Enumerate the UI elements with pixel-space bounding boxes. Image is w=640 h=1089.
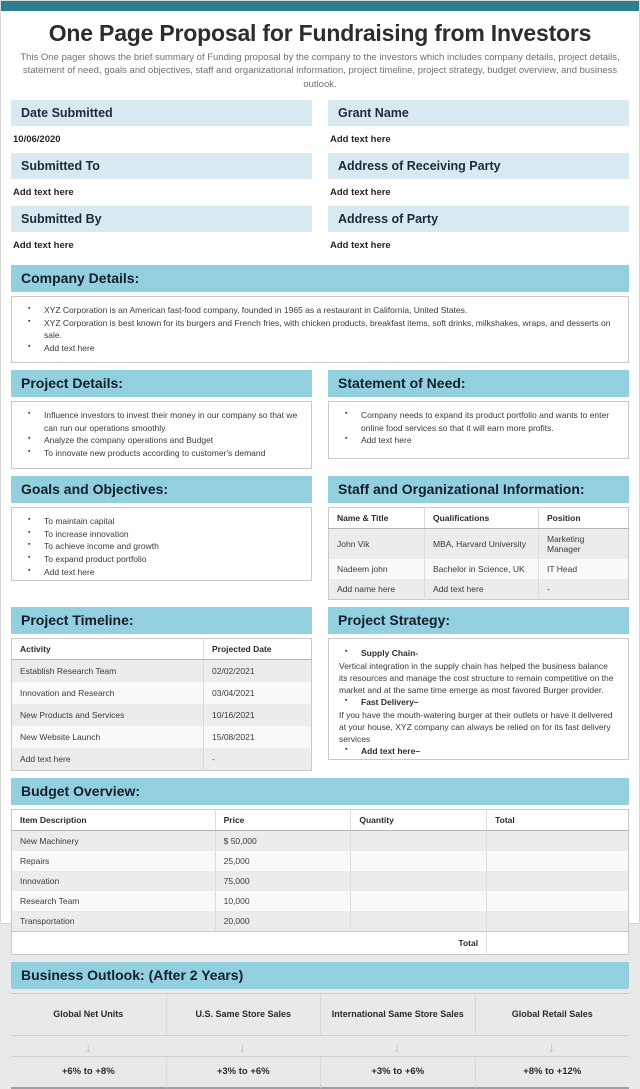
outlook-metric-value: +3% to +6%: [320, 1056, 475, 1089]
table-row: [12, 871, 629, 891]
bullet-item: ▪ Influence investors to invest their money in our company so that we can run our operations smoothly.: [22, 409, 301, 435]
bullet-item: ▪ To innovate new products according to customer's demand: [22, 447, 301, 460]
bullet-item: ▪ To expand product portfolio: [22, 553, 301, 566]
section-statement-of-need: [328, 370, 629, 469]
section-project-timeline: [11, 607, 312, 771]
field-address-receiving-party: [328, 153, 629, 206]
outlook-metric-label: U.S. Same Store Sales: [166, 994, 321, 1036]
section-heading: Budget Overview:: [11, 778, 629, 805]
table-cell: -: [204, 748, 312, 771]
outlook-metric-label: Global Net Units: [11, 994, 166, 1036]
section-heading: Staff and Organizational Information:: [328, 476, 629, 503]
table-cell: [351, 891, 487, 911]
bullet-item: ▪ To increase innovation: [22, 528, 301, 541]
table-cell: Nadeem john: [337, 563, 388, 574]
section-staff-info: [328, 476, 629, 600]
section-heading: Goals and Objectives:: [11, 476, 312, 503]
table-row: [329, 528, 629, 559]
table-cell: Innovation: [20, 875, 60, 886]
table-row: [12, 911, 629, 932]
table-cell: New Machinery: [20, 835, 79, 846]
down-arrow-icon: ↓: [548, 1038, 556, 1055]
table-cell: Transportation: [20, 915, 75, 926]
bullet-item: ▪ Add text here: [339, 434, 618, 447]
table-cell: Research Team: [20, 895, 80, 906]
column-header: Name & Title: [329, 507, 425, 528]
column-header: Projected Date: [204, 638, 312, 659]
table-header-row: [12, 638, 312, 659]
total-label: Total: [12, 931, 487, 954]
field-value: Add text here: [13, 186, 74, 198]
strategy-item-title: ▪ Supply Chain-: [339, 647, 618, 660]
field-label: Submitted To: [11, 153, 312, 179]
table-cell: [487, 851, 629, 871]
staff-table: [328, 507, 629, 600]
section-heading: Project Strategy:: [328, 607, 629, 634]
outlook-metric-label: Global Retail Sales: [475, 994, 630, 1036]
table-cell: John Vik: [337, 538, 370, 549]
table-row: [12, 659, 312, 682]
section-company-details: [11, 265, 629, 363]
table-cell: Repairs: [20, 855, 50, 866]
top-accent-bar: [1, 1, 639, 11]
table-cell: [487, 830, 629, 851]
field-value: Add text here: [13, 239, 74, 251]
table-row: [12, 682, 312, 704]
field-submitted-to: [11, 153, 312, 206]
table-cell: -: [539, 579, 629, 600]
bullet-item: ▪ Analyze the company operations and Budget: [22, 434, 301, 447]
timeline-table: [11, 638, 312, 771]
column-header: Position: [539, 507, 629, 528]
strategy-item-title: ▪ Fast Delivery–: [339, 696, 618, 709]
section-heading: Project Timeline:: [11, 607, 312, 634]
row-timeline-strategy: [11, 607, 629, 771]
column-header: Item Description: [12, 809, 216, 830]
table-header-row: [329, 507, 629, 528]
section-project-details: [11, 370, 312, 469]
field-value: Add text here: [330, 133, 391, 145]
bullet-item: ▪ To achieve income and growth: [22, 540, 301, 553]
section-budget-overview: [11, 778, 629, 955]
table-cell: 03/04/2021: [204, 682, 312, 704]
table-cell: Add name here: [337, 583, 396, 594]
section-body: [11, 296, 629, 363]
field-label: Address of Party: [328, 206, 629, 232]
table-cell: [487, 871, 629, 891]
field-address-of-party: [328, 206, 629, 259]
table-cell: [351, 911, 487, 932]
table-cell: New Products and Services: [20, 709, 125, 720]
section-heading: Business Outlook: (After 2 Years): [11, 962, 629, 989]
bullet-list: [22, 304, 618, 355]
bullet-item: ▪ Add text here: [22, 342, 618, 355]
table-cell: Add text here: [425, 579, 539, 600]
table-cell: $ 50,000: [215, 830, 351, 851]
table-cell: 20,000: [215, 911, 351, 932]
table-cell: Marketing Manager: [539, 528, 629, 559]
down-arrow-icon: ↓: [393, 1038, 401, 1055]
field-label: Grant Name: [328, 100, 629, 126]
down-arrow-icon: ↓: [239, 1038, 247, 1055]
field-label: Address of Receiving Party: [328, 153, 629, 179]
field-value: Add text here: [330, 186, 391, 198]
outlook-metric-label: International Same Store Sales: [320, 994, 475, 1036]
table-cell: [351, 871, 487, 891]
section-body: [11, 401, 312, 469]
table-row: [12, 726, 312, 748]
down-arrow-icon: ↓: [84, 1038, 92, 1055]
column-header: Total: [487, 809, 629, 830]
table-row: [12, 704, 312, 726]
total-value: [487, 931, 629, 954]
column-header: Qualifications: [425, 507, 539, 528]
strategy-item-body: If you have the mouth-watering burger at their outlets or have it delivered at your house, XYZ company can always be relied on for its fast delivery services: [339, 709, 613, 744]
page-title: One Page Proposal for Fundraising from Investors: [48, 20, 592, 46]
table-cell: Innovation and Research: [20, 687, 115, 698]
table-cell: 75,000: [215, 871, 351, 891]
outlook-metric-value: +8% to +12%: [475, 1056, 630, 1089]
table-cell: Bachelor in Science, UK: [425, 559, 539, 579]
table-cell: 15/08/2021: [204, 726, 312, 748]
table-row: [329, 579, 629, 600]
field-grant-name: [328, 100, 629, 153]
bullet-list: [22, 515, 301, 579]
field-submitted-by: [11, 206, 312, 259]
field-label: Date Submitted: [11, 100, 312, 126]
table-row: [329, 559, 629, 579]
outlook-metric-value: +6% to +8%: [11, 1056, 166, 1089]
section-business-outlook: [11, 962, 629, 1089]
table-row: [12, 830, 629, 851]
table-cell: 02/02/2021: [204, 659, 312, 682]
strategy-item-body: Vertical integration in the supply chain has helped the business balance its resources and manage the cost structure to remain competitive on the market and at the same time emerge as most favored Burger provider.: [339, 660, 614, 695]
table-cell: 10,000: [215, 891, 351, 911]
table-cell: [351, 851, 487, 871]
section-body: [328, 638, 629, 760]
table-cell: 10/16/2021: [204, 704, 312, 726]
outlook-labels-row: [11, 994, 629, 1036]
strategy-item-title: ▪ Add text here–: [339, 745, 618, 758]
table-cell: New Website Launch: [20, 731, 101, 742]
page-subtitle: This One pager shows the brief summary of Funding proposal by the company to the investors which includes company details, project details, statement of need, goals and objectives, staff and organizational information, project timeline, project strategy, budget overview, and business outlook.: [20, 52, 620, 90]
table-cell: 25,000: [215, 851, 351, 871]
table-cell: MBA, Harvard University: [425, 528, 539, 559]
table-total-row: [12, 931, 629, 954]
table-cell: [487, 891, 629, 911]
column-header: Quantity: [351, 809, 487, 830]
row-goals-staff: [11, 476, 629, 600]
section-body: [328, 401, 629, 459]
fields-grid: [11, 100, 629, 259]
table-cell: Establish Research Team: [20, 665, 117, 676]
table-row: [12, 891, 629, 911]
budget-table: [11, 809, 629, 955]
bullet-item: ▪ XYZ Corporation is an American fast-food company, founded in 1965 as a restaurant in California, United States.: [22, 304, 618, 317]
column-header: Price: [215, 809, 351, 830]
section-goals-objectives: [11, 476, 312, 600]
section-heading: Project Details:: [11, 370, 312, 397]
row-details-need: [11, 370, 629, 469]
section-heading: Company Details:: [11, 265, 629, 292]
table-row: [12, 748, 312, 771]
outlook-arrows-row: [11, 1036, 629, 1056]
table-header-row: [12, 809, 629, 830]
bullet-item: ▪ XYZ Corporation is best known for its burgers and French fries, with chicken products, breakfast items, soft drinks, milkshakes, wraps, and desserts on sale.: [22, 317, 618, 343]
bullet-item: ▪ Add text here: [22, 566, 301, 579]
table-cell: [487, 911, 629, 932]
section-project-strategy: [328, 607, 629, 771]
bullet-list: [22, 409, 301, 460]
section-heading: Statement of Need:: [328, 370, 629, 397]
field-label: Submitted By: [11, 206, 312, 232]
field-value: Add text here: [330, 239, 391, 251]
field-date-submitted: [11, 100, 312, 153]
section-body: [11, 507, 312, 581]
outlook-metric-value: +3% to +6%: [166, 1056, 321, 1089]
bullet-item: ▪ To maintain capital: [22, 515, 301, 528]
field-value: 10/06/2020: [13, 133, 61, 145]
outlook-block: [11, 993, 629, 1089]
table-cell: IT Head: [539, 559, 629, 579]
table-row: [12, 851, 629, 871]
bullet-item: ▪ Company needs to expand its product portfolio and wants to enter online food services so that it will earn more profits.: [339, 409, 618, 435]
bullet-list: [339, 409, 618, 447]
table-cell: Add text here: [20, 753, 71, 764]
outlook-values-row: [11, 1056, 629, 1089]
column-header: Activity: [12, 638, 204, 659]
table-cell: [351, 830, 487, 851]
